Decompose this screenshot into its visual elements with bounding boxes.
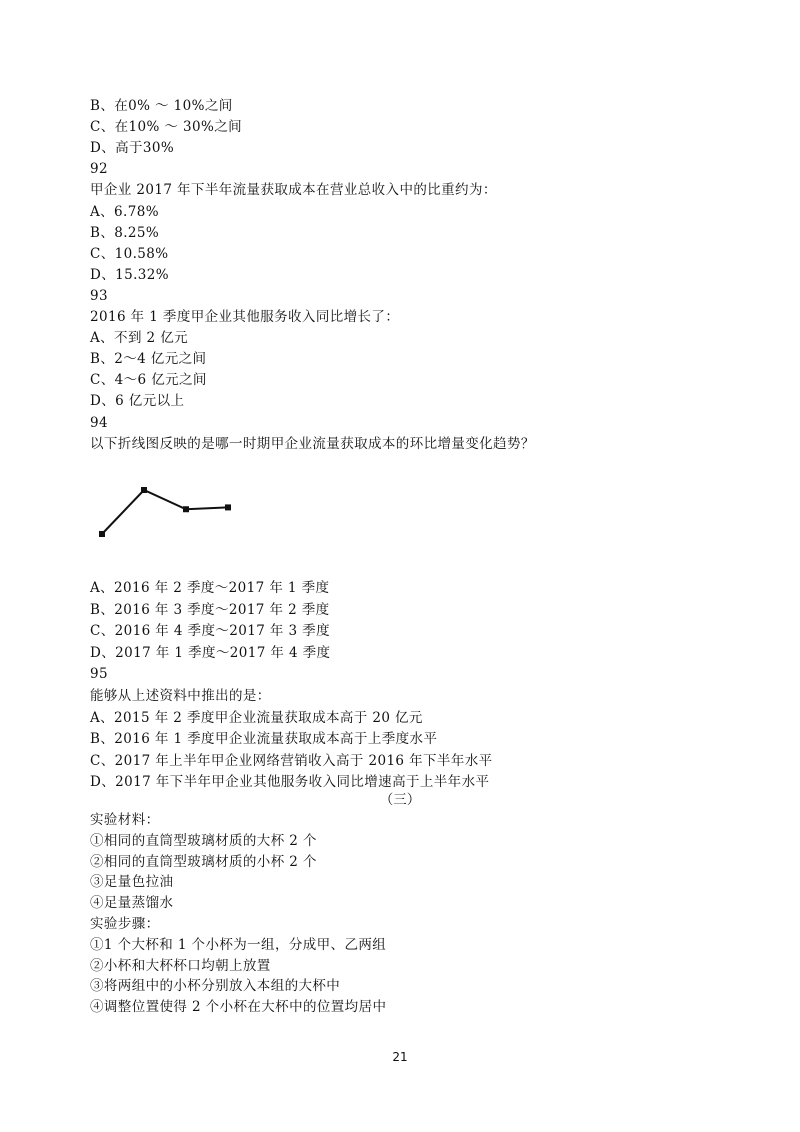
data-point-2 — [141, 487, 147, 493]
text-line: 92 — [90, 161, 108, 178]
text-line: 甲企业 2017 年下半年流量获取成本在营业总收入中的比重约为： — [90, 182, 497, 199]
text-line: 实验材料： — [90, 812, 160, 828]
text-line: A、不到 2 亿元 — [90, 330, 189, 347]
data-point-1 — [99, 531, 105, 537]
text-line: A、6.78% — [90, 203, 159, 220]
text-line: B、2～4 亿元之间 — [90, 351, 207, 368]
page-number: 21 — [392, 1050, 408, 1064]
trend-line-chart — [94, 482, 244, 544]
text-line: B、8.25% — [90, 224, 160, 241]
text-line: C、在10% ～ 30%之间 — [90, 119, 243, 136]
text-line: 能够从上述资料中推出的是： — [90, 688, 271, 704]
text-line: 以下折线图反映的是哪一时期甲企业流量获取成本的环比增量变化趋势？ — [90, 435, 535, 452]
text-line: ③将两组中的小杯分别放入本组的大杯中 — [90, 978, 341, 995]
text-line: C、2016 年 4 季度～2017 年 3 季度 — [90, 623, 330, 640]
data-point-4 — [225, 504, 231, 510]
text-line: C、2017 年上半年甲企业网络营销收入高于 2016 年下半年水平 — [90, 752, 493, 769]
text-line: ④足量蒸馏水 — [90, 895, 174, 912]
text-line: C、10.58% — [90, 245, 169, 262]
text-line: C、4～6 亿元之间 — [90, 372, 207, 389]
text-line: D、高于30% — [90, 140, 175, 157]
text-line: ④调整位置使得 2 个小杯在大杯中的位置均居中 — [90, 999, 387, 1016]
text-line: ①相同的直筒型玻璃材质的大杯 2 个 — [90, 832, 317, 849]
text-line: D、2017 年下半年甲企业其他服务收入同比增速高于上半年水平 — [90, 774, 490, 791]
text-line: 2016 年 1 季度甲企业其他服务收入同比增长了： — [90, 309, 400, 325]
section-heading: （三） — [379, 792, 421, 808]
text-line: ②小杯和大杯杯口均朝上放置 — [90, 957, 271, 974]
text-line: D、6 亿元以上 — [90, 393, 185, 410]
text-line: ③足量色拉油 — [90, 874, 174, 891]
text-line: 94 — [90, 414, 108, 431]
text-line: ②相同的直筒型玻璃材质的小杯 2 个 — [90, 853, 317, 870]
text-line: B、2016 年 3 季度～2017 年 2 季度 — [90, 601, 330, 618]
text-line: B、在0% ～ 10%之间 — [90, 98, 233, 114]
text-line: 93 — [90, 287, 108, 304]
text-line: B、2016 年 1 季度甲企业流量获取成本高于上季度水平 — [90, 731, 438, 748]
text-line: A、2016 年 2 季度～2017 年 1 季度 — [90, 580, 330, 596]
data-point-3 — [183, 506, 189, 512]
text-line: D、2017 年 1 季度～2017 年 4 季度 — [90, 644, 331, 661]
text-line: ①1 个大杯和 1 个小杯为一组，分成甲、乙两组 — [90, 936, 387, 953]
text-line: 实验步骤： — [90, 916, 160, 932]
text-line: D、15.32% — [90, 266, 169, 283]
text-line: 95 — [90, 666, 108, 683]
text-line: A、2015 年 2 季度甲企业流量获取成本高于 20 亿元 — [90, 709, 423, 726]
series-line — [102, 490, 228, 534]
